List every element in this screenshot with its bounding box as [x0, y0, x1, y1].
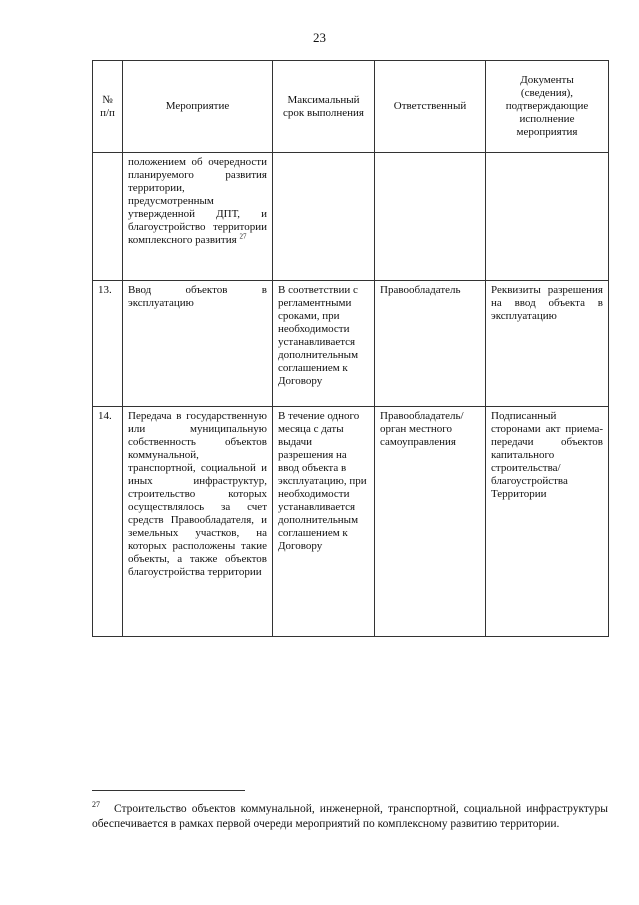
- header-number: [93, 61, 123, 153]
- header-responsible: [375, 61, 486, 153]
- cell-number: 13.: [93, 281, 123, 407]
- cell-event: [123, 153, 273, 281]
- footnote: [92, 797, 608, 832]
- header-event-text: Мероприятие: [165, 100, 230, 112]
- footnote-ref[interactable]: 27: [239, 232, 247, 241]
- cell-number: 14.: [93, 407, 123, 637]
- footnote-divider: [92, 790, 245, 791]
- header-number-text: № п/п: [100, 93, 115, 119]
- cell-responsible: Правообладатель: [375, 281, 486, 407]
- cell-event: Передача в государственную или муниципальную собственность объектов коммунальной, транспортной, социальной и иных инфраструктур, строительство которых осуществлялось за счет средств Правообладателя, и земельных участков, на которых расположены такие объекты, а также объектов благоустройства территории: [123, 407, 273, 637]
- table-row: [93, 281, 609, 407]
- cell-deadline: В соответствии с регламентными сроками, при необходимости устанавливается дополнительным соглашением к Договору: [273, 281, 375, 407]
- cell-deadline: [273, 153, 375, 281]
- event-text: положением об очередности планируемого развития территории, предусмотренным утвержденной ДПТ, и благоустройство территории комплексного развития: [128, 156, 267, 246]
- cell-responsible: Правообладатель/ орган местного самоуправления: [375, 407, 486, 637]
- table-row: [93, 407, 609, 637]
- header-documents-text: Документы (сведения), подтверждающие исполнение мероприятия: [505, 74, 589, 138]
- table-row-continuation: [93, 153, 609, 281]
- cell-number: [93, 153, 123, 281]
- page-number: 23: [313, 30, 326, 45]
- footnote-text: Строительство объектов коммунальной, инженерной, транспортной, социальной инфраструктуры обеспечивается в рамках первой очереди мероприятий по комплексному развитию территории.: [92, 802, 608, 830]
- events-table: [92, 60, 609, 637]
- header-deadline: [273, 61, 375, 153]
- footnote-mark: 27: [92, 800, 100, 809]
- header-deadline-text: Максимальный срок выполнения: [283, 93, 364, 119]
- cell-deadline: В течение одного месяца с даты выдачи разрешения на ввод объекта в эксплуатацию, при необходимости устанавливается дополнительным соглашением к Договору: [273, 407, 375, 637]
- cell-documents: Подписанный сторонами акт приема-передачи объектов капитального строительства/ благоустройства Территории: [486, 407, 609, 637]
- cell-documents: Реквизиты разрешения на ввод объекта в эксплуатацию: [486, 281, 609, 407]
- header-responsible-text: Ответственный: [393, 100, 467, 112]
- header-documents: [486, 61, 609, 153]
- cell-documents: [486, 153, 609, 281]
- header-event: [123, 61, 273, 153]
- cell-responsible: [375, 153, 486, 281]
- cell-event: Ввод объектов в эксплуатацию: [123, 281, 273, 407]
- table-header-row: [93, 61, 609, 153]
